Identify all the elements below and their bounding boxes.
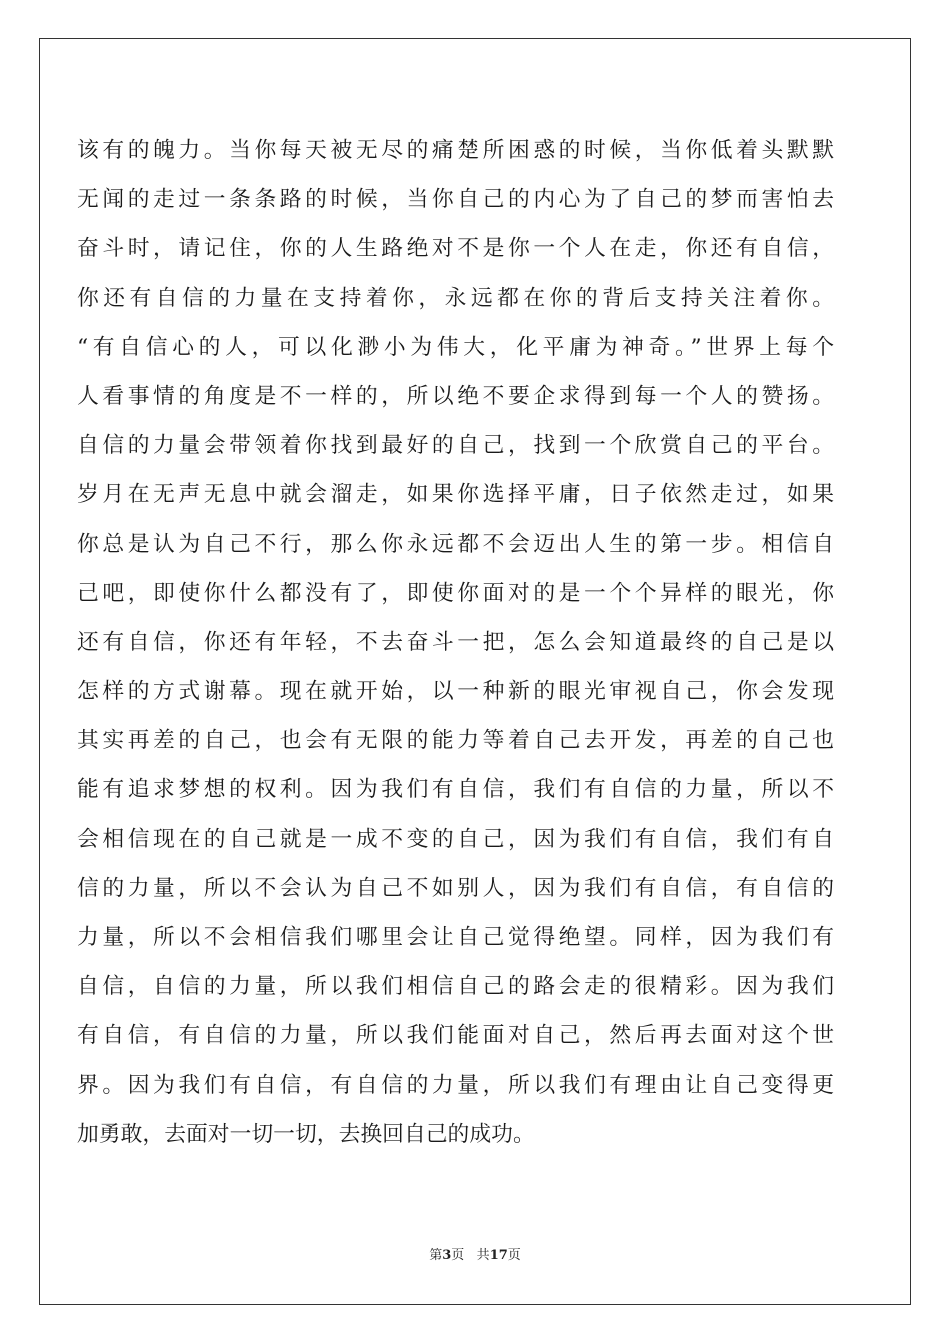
text-line: 己吧，即使你什么都没有了，即使你面对的是一个个异样的眼光，你 [77, 580, 834, 606]
text-line: 奋斗时，请记住，你的人生路绝对不是你一个人在走，你还有自信， [77, 236, 834, 262]
text-line: 自信，自信的力量，所以我们相信自己的路会走的很精彩。因为我们 [77, 974, 834, 1000]
page-footer [0, 1248, 950, 1264]
text-line: 其实再差的自己，也会有无限的能力等着自己去开发，再差的自己也 [77, 728, 834, 754]
text-line: 你总是认为自己不行，那么你永远都不会迈出人生的第一步。相信自 [77, 531, 834, 557]
body-text [77, 126, 834, 1159]
text-line: 人看事情的角度是不一样的，所以绝不要企求得到每一个人的赞扬。 [77, 383, 834, 409]
page-number: 3 [442, 1248, 452, 1263]
text-line: 该有的魄力。当你每天被无尽的痛楚所困惑的时候，当你低着头默默 [77, 138, 834, 163]
page-suffix: 页 [451, 1248, 465, 1263]
text-line: 自信的力量会带领着你找到最好的自己，找到一个欣赏自己的平台。 [77, 433, 834, 459]
text-line: 会相信现在的自己就是一成不变的自己，因为我们有自信，我们有自 [77, 826, 834, 852]
text-line: 还有自信，你还有年轻，不去奋斗一把，怎么会知道最终的自己是以 [77, 629, 834, 655]
total-pages: 17 [489, 1248, 508, 1263]
text-line: 岁月在无声无息中就会溜走，如果你选择平庸，日子依然走过，如果 [77, 482, 834, 508]
total-prefix: 共 [476, 1248, 490, 1263]
page-prefix: 第 [429, 1248, 443, 1263]
text-line: 有自信，有自信的力量，所以我们能面对自己，然后再去面对这个世 [77, 1023, 834, 1049]
total-suffix: 页 [507, 1248, 521, 1263]
text-line: 你还有自信的力量在支持着你，永远都在你的背后支持关注着你。 [77, 285, 834, 311]
text-line: 无闻的走过一条条路的时候，当你自己的内心为了自己的梦而害怕去 [77, 187, 834, 213]
text-line: 怎样的方式谢幕。现在就开始，以一种新的眼光审视自己，你会发现 [77, 679, 834, 705]
text-line: 能有追求梦想的权利。因为我们有自信，我们有自信的力量，所以不 [77, 777, 834, 803]
text-line: 力量，所以不会相信我们哪里会让自己觉得绝望。同样，因为我们有 [77, 925, 834, 950]
text-line: “有自信心的人，可以化渺小为伟大，化平庸为神奇。”世界上每个 [77, 334, 834, 360]
text-line-last: 加勇敢，去面对一切一切，去换回自己的成功。 [77, 1121, 535, 1147]
text-line: 信的力量，所以不会认为自己不如别人，因为我们有自信，有自信的 [77, 875, 834, 901]
text-line: 界。因为我们有自信，有自信的力量，所以我们有理由让自己变得更 [77, 1072, 834, 1098]
